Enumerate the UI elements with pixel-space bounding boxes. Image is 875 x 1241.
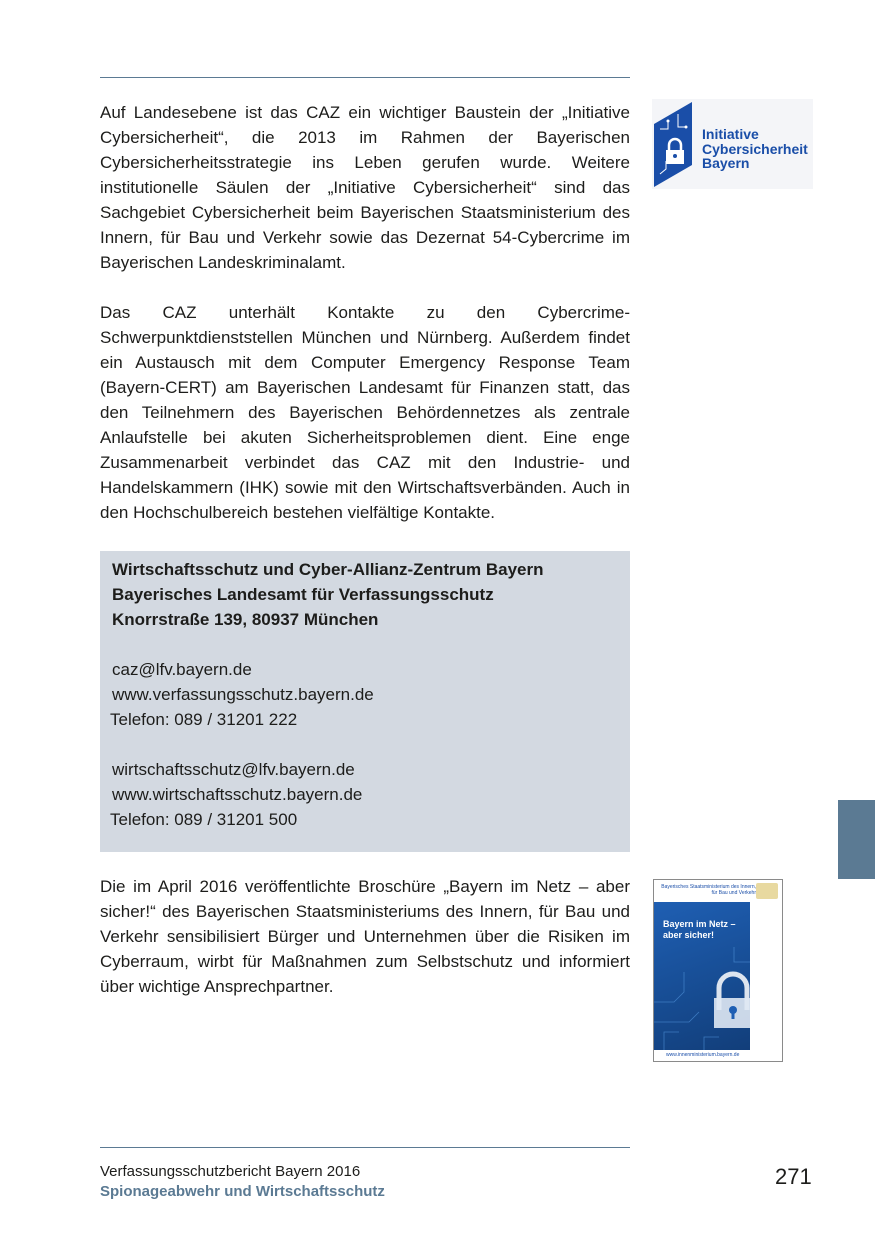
padlock-circuit-icon [652, 99, 702, 189]
logo-line-1: Initiative [702, 126, 759, 142]
ws-website-link[interactable]: www.wirtschaftsschutz.bayern.de [112, 785, 363, 804]
caz-email-link[interactable]: caz@lfv.bayern.de [112, 660, 252, 679]
brochure-cover-art [654, 902, 750, 1050]
brochure-url: www.innenministerium.bayern.de [666, 1052, 740, 1058]
paragraph-brochure: Die im April 2016 veröffentlichte Broschüre „Bayern im Netz – aber sicher!“ des Bayerischen Staatsministeriums des Innern, für Bau und Verkehr sensibilisiert Bürger und Unternehmen über die Risiken im Cyberraum, wirbt für Maßnahmen zum Selbstschutz und informiert über wichtige Ansprechpartner. [100, 877, 630, 996]
bavarian-crest-icon [756, 883, 778, 899]
caz-phone: Telefon: 089 / 31201 222 [110, 710, 298, 729]
logo-line-3: Bayern [702, 155, 750, 171]
footer-rule [100, 1147, 630, 1148]
footer-section-title: Spionageabwehr und Wirtschaftsschutz [100, 1183, 385, 1200]
contact-address: Knorrstraße 139, 80937 München [112, 610, 379, 629]
chapter-side-tab [838, 800, 875, 879]
brochure-title-1: Bayern im Netz – [663, 919, 736, 929]
initiative-cybersicherheit-logo [652, 99, 813, 189]
brochure-cover-image [653, 879, 783, 1062]
paragraph-initiative: Auf Landesebene ist das CAZ ein wichtiger Baustein der „Initiative Cybersicherheit“, die 2013 im Rahmen der Bayerischen Cybersicherheitsstrategie ins Leben gerufen wurde. Weitere institutionelle Säulen der „Initiative Cybersicherheit“ sind das Sachgebiet Cybersicherheit beim Bayerischen Staatsministerium des Innern, für Bau und Verkehr sowie das Dezernat 54-Cybercrime im Bayerischen Landeskriminalamt. [100, 103, 630, 272]
footer-report-title: Verfassungsschutzbericht Bayern 2016 [100, 1163, 361, 1180]
top-rule [100, 77, 630, 78]
brochure-title-2: aber sicher! [663, 930, 715, 940]
contact-info-box [100, 551, 630, 852]
logo-line-2: Cybersicherheit [702, 141, 808, 157]
paragraph-contacts: Das CAZ unterhält Kontakte zu den Cybercrime-Schwerpunktdienststellen München und Nürnberg. Außerdem findet ein Austausch mit dem Computer Emergency Response Team (Bayern-CERT) am Bayerischen Landesamt für Finanzen statt, das den Teilnehmern des Bayerischen Behördennetzes als zentrale Anlaufstelle bei akuten Sicherheitsproblemen dient. Eine enge Zusammenarbeit verbindet das CAZ mit den Industrie- und Handelskammern (IHK) sowie mit den Wirtschaftsverbänden. Auch in den Hochschulbereich bestehen vielfältige Kontakte. [100, 303, 630, 522]
page-number: 271 [775, 1164, 812, 1189]
caz-website-link[interactable]: www.verfassungsschutz.bayern.de [112, 685, 374, 704]
contact-authority: Bayerisches Landesamt für Verfassungsschutz [112, 585, 494, 604]
contact-org-name: Wirtschaftsschutz und Cyber-Allianz-Zentrum Bayern [112, 560, 544, 579]
brochure-header: Bayerisches Staatsministerium des Innern, für Bau und Verkehr [661, 884, 756, 896]
ws-email-link[interactable]: wirtschaftsschutz@lfv.bayern.de [112, 760, 355, 779]
ws-phone: Telefon: 089 / 31201 500 [110, 810, 298, 829]
